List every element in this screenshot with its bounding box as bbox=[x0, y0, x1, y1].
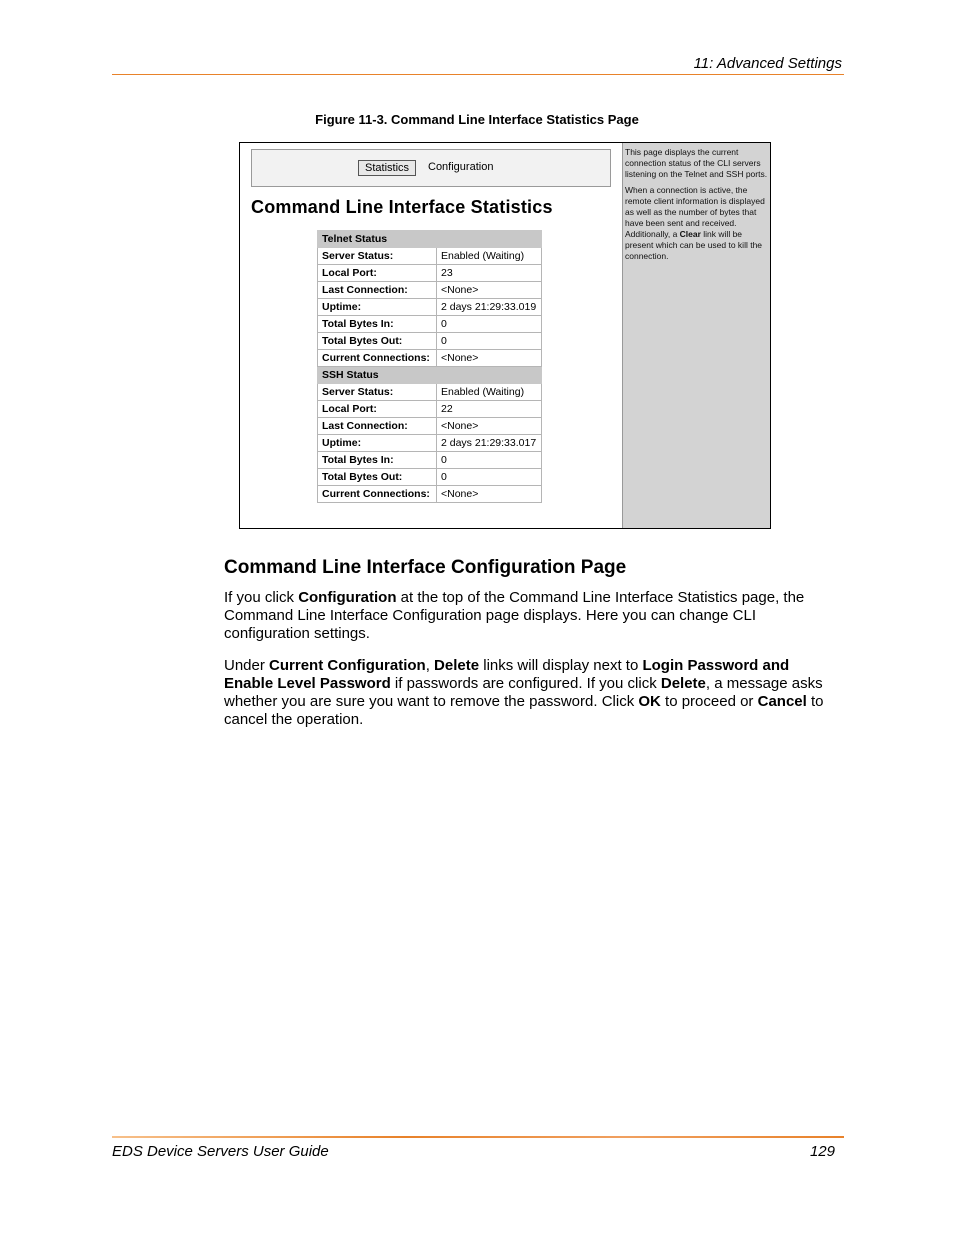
row-value: <None> bbox=[437, 486, 542, 503]
row-value: 0 bbox=[437, 316, 542, 333]
statistics-table bbox=[317, 230, 542, 503]
clear-link-ref: Clear bbox=[679, 229, 701, 239]
page-number: 129 bbox=[809, 1143, 835, 1160]
running-header: 11: Advanced Settings bbox=[693, 55, 842, 72]
table-row bbox=[318, 452, 542, 469]
row-value: 0 bbox=[437, 469, 542, 486]
table-row bbox=[318, 316, 542, 333]
row-label: Uptime: bbox=[318, 299, 437, 316]
row-label: Current Connections: bbox=[318, 486, 437, 503]
row-label: Local Port: bbox=[318, 265, 437, 282]
row-label: Total Bytes Out: bbox=[318, 469, 437, 486]
help-text-2: When a connection is active, the remote client information is displayed as well as the number of bytes that have been sent and received. Additionally, a Clear link will be present which can be used to kill the connection. bbox=[625, 185, 765, 261]
row-value: 2 days 21:29:33.017 bbox=[437, 435, 542, 452]
row-value: 23 bbox=[437, 265, 542, 282]
screenshot-figure bbox=[239, 142, 771, 529]
table-row bbox=[318, 486, 542, 503]
footer-title: EDS Device Servers User Guide bbox=[112, 1143, 329, 1160]
help-text-1: This page displays the current connection status of the CLI servers listening on the Telnet and SSH ports. bbox=[625, 147, 768, 179]
row-value: <None> bbox=[437, 350, 542, 367]
table-row bbox=[318, 248, 542, 265]
row-value: 22 bbox=[437, 401, 542, 418]
section-heading: Command Line Interface Configuration Page bbox=[224, 557, 627, 578]
paragraph-2: Under Current Configuration, Delete links will display next to Login Password and Enable Level Password if passwords are configured. If you click Delete, a message asks whether you are sure you want to remove the password. Click OK to proceed or Cancel to cancel the operation. bbox=[224, 657, 824, 728]
row-value: 0 bbox=[437, 452, 542, 469]
row-value: <None> bbox=[437, 282, 542, 299]
tab-configuration[interactable]: Configuration bbox=[428, 161, 494, 173]
table-row bbox=[318, 384, 542, 401]
row-value: 2 days 21:29:33.019 bbox=[437, 299, 542, 316]
table-row bbox=[318, 469, 542, 486]
row-value: <None> bbox=[437, 418, 542, 435]
figure-caption: Figure 11-3. Command Line Interface Statistics Page bbox=[315, 112, 639, 127]
row-value: Enabled (Waiting) bbox=[437, 384, 542, 401]
telnet-status-heading bbox=[318, 231, 542, 248]
row-label: Total Bytes In: bbox=[318, 452, 437, 469]
table-row bbox=[318, 350, 542, 367]
paragraph-1: If you click Configuration at the top of the Command Line Interface Statistics page, the Command Line Interface Configuration page displays. Here you can change CLI configuration settings. bbox=[224, 589, 805, 642]
section-label: SSH Status bbox=[318, 367, 542, 384]
header-rule bbox=[112, 74, 844, 75]
section-label: Telnet Status bbox=[318, 231, 542, 248]
row-label: Total Bytes In: bbox=[318, 316, 437, 333]
row-label: Last Connection: bbox=[318, 282, 437, 299]
table-row bbox=[318, 265, 542, 282]
row-label: Uptime: bbox=[318, 435, 437, 452]
row-label: Server Status: bbox=[318, 384, 437, 401]
row-label: Local Port: bbox=[318, 401, 437, 418]
table-row bbox=[318, 401, 542, 418]
ssh-status-heading bbox=[318, 367, 542, 384]
help-panel bbox=[622, 143, 770, 528]
row-label: Current Connections: bbox=[318, 350, 437, 367]
row-value: Enabled (Waiting) bbox=[437, 248, 542, 265]
row-value: 0 bbox=[437, 333, 542, 350]
row-label: Total Bytes Out: bbox=[318, 333, 437, 350]
row-label: Last Connection: bbox=[318, 418, 437, 435]
table-row bbox=[318, 282, 542, 299]
table-row bbox=[318, 435, 542, 452]
table-row bbox=[318, 333, 542, 350]
table-row bbox=[318, 299, 542, 316]
page-title: Command Line Interface Statistics bbox=[251, 197, 553, 217]
table-row bbox=[318, 418, 542, 435]
footer-rule bbox=[112, 1136, 844, 1138]
row-label: Server Status: bbox=[318, 248, 437, 265]
tab-bar bbox=[251, 149, 611, 187]
tab-statistics[interactable]: Statistics bbox=[358, 160, 416, 176]
